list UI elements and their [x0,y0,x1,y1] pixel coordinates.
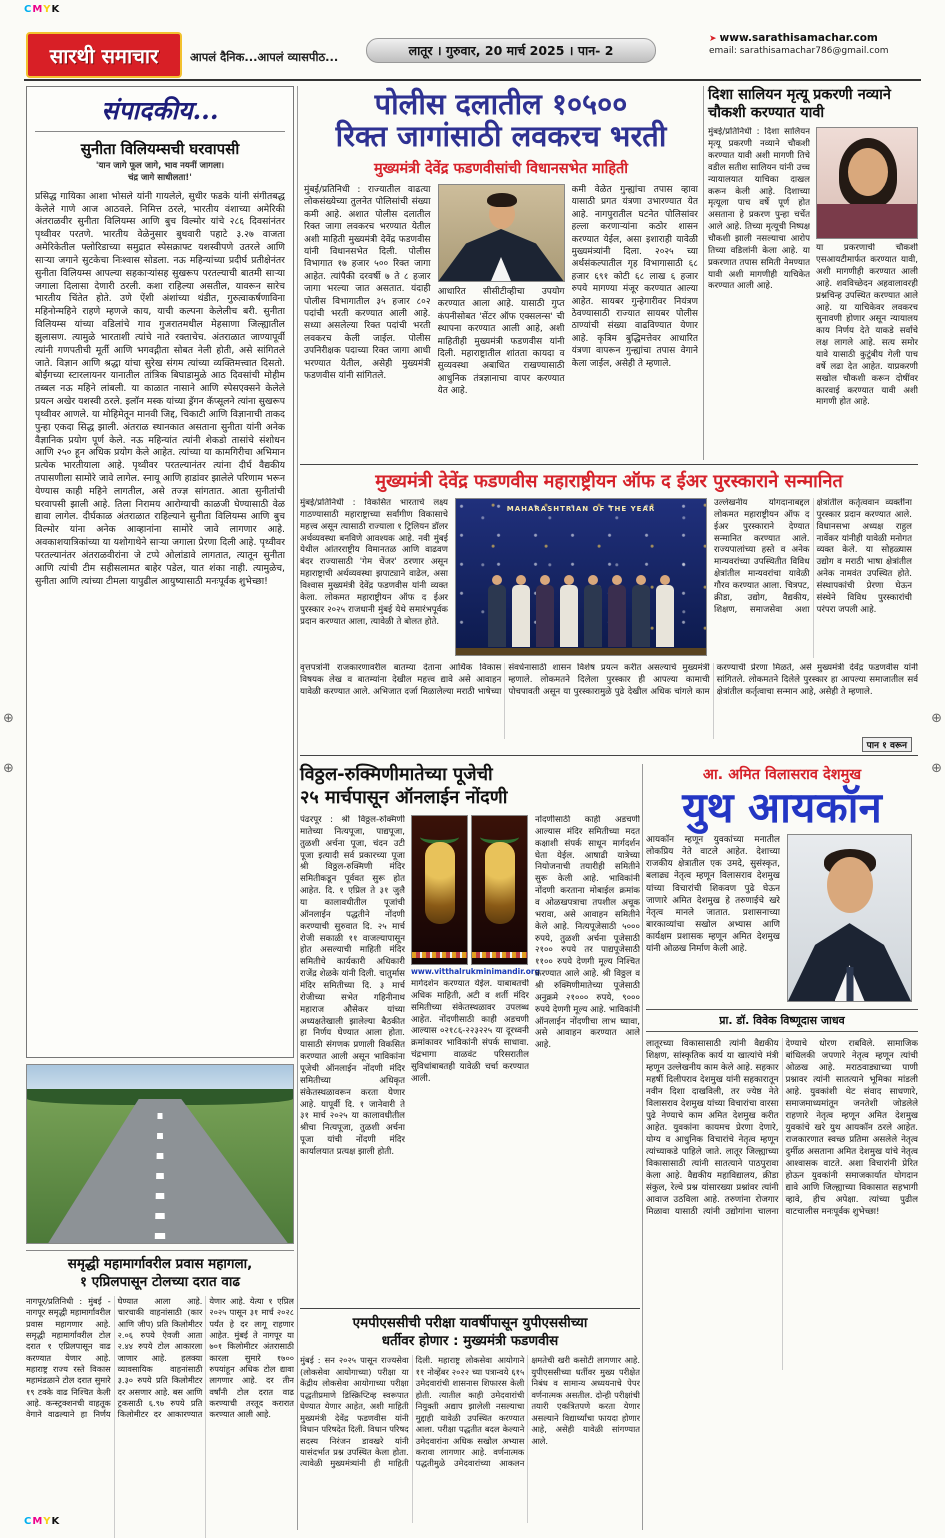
person-figure [656,585,674,647]
deity-photos [411,815,529,965]
photo-vitthal-idol [411,815,468,965]
award-backdrop-text: MAHARASHTRIAN OF THE YEAR [506,505,656,513]
hair [487,193,517,207]
cmyk-y: Y [43,1516,52,1527]
vitthal-body-col1: पंढरपूर : श्री विठ्ठल-रुक्मिणी मातेच्या नित्यपूजा, पाद्यपूजा, तुळशी अर्चना पूजा, चंदन उटी पूजा इत्यादी सर्व प्रकारच्या पूजा श्री विठ्ठल-रुक्मिणी मंदिर समितीकडून पूर्ववत सुरू होत आहेत. दि. १ एप्रिल ते ३१ जुलै या कालावधीतील पूजांची ऑनलाईन पद्धतीने नोंदणी करण्याची सुरुवात दि. २५ मार्च रोजी सकाळी ११ वाजल्यापासून होत असल्याची माहिती मंदिर समितीचे कार्यकारी अधिकारी राजेंद्र शेळके यांनी दिली. चातुर्मास मंदिर समितीच्या दि. ३ मार्च रोजीच्या सभेत गहिनीनाथ महाराज औसेकर यांच्या अध्यक्षतेखाली झालेल्या बैठकीत हा निर्णय घेण्यात आला होता. यासाठी संगणक प्रणाली विकसित करण्यात आली असून भाविकांना पूजेची ऑनलाईन नोंदणी मंदिर समितीच्या अधिकृत संकेतस्थळावरून करता येणार आहे. यापूर्वी दि. १ जानेवारी ते ३१ मार्च २०२५ या कालावधीतील श्रीचा नित्यपूजा, तुळशी अर्चना पूजा यांची नोंदणी मंदिर कार्यालयात प्रत्यक्ष झाली होती. [300,815,405,1158]
police-body [304,184,698,442]
person-figure [560,585,578,647]
headline-line1: समृद्धी महामार्गावरील प्रवास महागला, [67,1256,253,1272]
dress [817,204,917,238]
flower-decoration [472,952,527,958]
headline-line2: २५ मार्चपासून ऑनलाईन नोंदणी [300,786,508,808]
headline-line2: १ एप्रिलपासून टोलच्या दरात वाढ [79,1273,240,1290]
youth-intro-text: आयकॉन म्हणून युवकांच्या मनातील लोकप्रिय नेते वाटले आहेत. देशाच्या राजकीय क्षेत्रातील एक उमदे, सुसंस्कृत, बलाढ्य नेतृत्व म्हणून विलासराव देशमुख यांच्या विचारांची शिकवण पुढे घेऊन जाणारे अमित देशमुख हे तरुणाईचे खरे नेतृत्व मानले जातात. प्रशासनाच्या बारकाव्यांचा सखोल अभ्यास आणि कार्यक्षम प्रशासक म्हणून अमित देशमुख यांनी ओळख निर्माण केली आहे. [646,835,780,955]
disha-body-col2 [816,127,918,439]
police-subhead: मुख्यमंत्री देवेंद्र फडणवीसांची विधानसभेत माहिती [373,160,629,177]
editorial-headline: सुनीता विलियम्सची घरवापसी [80,140,240,158]
person-figure [584,585,602,647]
photo-rukmini-idol [471,815,528,965]
cmyk-k: K [51,4,61,15]
mpsc-headline [300,1314,640,1350]
cmyk-m: M [32,4,44,15]
idol [425,842,455,924]
vitthal-body-col3: नोंदणीसाठी काही अडचणी आल्यास मंदिर समितीच्या मदत कक्षाशी संपर्क साधून मार्गदर्शन घेता येईल. आषाढी यात्रेच्या नियोजनाची तयारीही समितीने सुरू केली आहे. भाविकांनी नोंदणी करताना मोबाईल क्रमांक व ओळखपत्राचा तपशील अचूक भरावा, असे आवाहन समितीने केले आहे. नित्यपूजेसाठी ५००० रुपये, तुळशी अर्चना पूजेसाठी २१०० रुपये तर पाद्यपूजेसाठी ११०० रुपये देणगी मूल्य निश्चित करण्यात आले आहे. श्री विठ्ठल व श्री रुक्मिणीमातेच्या पूजेसाठी अनुक्रमे २१००० रुपये, ९००० रुपये देणगी मूल्य आहे. भाविकांनी ऑनलाईन नोंदणीचा लाभ घ्यावा, असे आवाहन करण्यात आले आहे. [535,815,640,1051]
editorial-section-title: संपादकीय... [35,93,285,132]
page-header [24,30,921,78]
arrow-icon: ➤ [709,34,717,44]
police-body-col1: मुंबई/प्रतिनिधी : राज्यातील वाढत्या लोकसंख्येच्या तुलनेत पोलिसांची संख्या कमी आहे. अशात पोलीस दलातील रिक्त जागा लवकरच भरण्यात येतील अशी माहिती मुख्यमंत्री देवेंद्र फडणवीस यांनी विधानसभेत दिली. पोलीस विभागात १७ हजार ५०० रिक्त जागा आहेत. त्यांपैकी दरवर्षी ७ ते ८ हजार जागा भरल्या जात असतात. यंदाही पोलीस विभागातील ३५ हजार ८०२ पदांची भरती करण्यात आली आहे. सध्या असलेल्या रिक्त पदांची भरती लवकरच केली जाईल. पोलीस उपनिरीक्षक पदाच्या रिक्त जागा आधी भरण्यात येतील, असेही मुख्यमंत्री फडणवीस यांनी सांगितले. [304,184,431,382]
photo-caption-website[interactable]: www.vitthalrukminimandir.org [411,967,540,976]
youth-headline: युथ आयकॉन [682,783,882,832]
vitthal-body-col2 [411,815,540,1267]
headline-line1: विठ्ठल-रुक्मिणीमातेच्या पूजेची [300,764,493,785]
award-headline: मुख्यमंत्री देवेंद्र फडणवीस महाराष्ट्रीयन ऑफ द ईअर पुरस्काराने सन्मानित [375,471,843,492]
website-url[interactable]: www.sarathisamachar.com [719,32,878,44]
face [848,148,888,196]
disha-body [708,127,918,439]
stage [456,648,706,655]
column-divider [297,86,298,1530]
column-divider [642,764,643,1530]
headline-line2: धर्तीवर होणार : मुख्यमंत्री फडणवीस [381,1333,559,1350]
article-maharashtrian-award [300,464,918,756]
police-body-col2 [438,184,565,442]
registration-mark: ⊕ [931,711,942,726]
website-link[interactable] [709,32,921,44]
cmyk-y: Y [43,4,52,15]
youth-kicker: आ. अमित विलासराव देशमुख [702,767,862,783]
police-body-col3: कमी वेळेत गुन्ह्यांचा तपास व्हावा यासाठी प्रगत यंत्रणा उभारण्यात येत आहे. नागपुरातील घटनेत पोलिसांवर हल्ला करणाऱ्यांना कठोर शासन करण्यात येईल, असा इशाराही यावेळी मुख्यमंत्र्यांनी दिला. २०२५ च्या अर्थसंकल्पातील गृह विभागासाठी ६८ हजार ६९१ कोटी ६८ लाख ६ हजार रुपये मागण्या मंजूर करण्यात आल्या आहेत. सायबर गुन्हेगारीवर नियंत्रण ठेवण्यासाठी राज्यात सायबर पोलीस ठाण्यांची संख्या वाढविण्यात येणार आहे. कृत्रिम बुद्धिमत्तेवर आधारित यंत्रणा वापरून गुन्ह्यांचा तपास वेगाने केला जाईल, असेही ते म्हणाले. [571,184,698,369]
person-figure [632,585,650,647]
article-disha-salian [708,86,918,439]
dateline-bar: लातूर । गुरुवार, 20 मार्च 2025 । पान- 2 [366,38,656,63]
masthead-logo [26,32,182,78]
editorial-body: प्रसिद्ध गायिका आशा भोसले यांनी गायलेले, सुधीर फडके यांनी संगीतबद्ध केलेले गाणे आज आठवले. निमित्त ठरले, भारतीय वंशाच्या अमेरिकी अंतराळवीर सुनीता विलियम्स आणि बुच विल्मोर यांचे २८६ दिवसांनंतर पृथ्वीवर परतणे. भारतीय वेळेनुसार बुधवारी पहाटे ३.२७ वाजता अमेरिकेतील फ्लोरिडाच्या समुद्रात स्पेसक्राफ्ट यशस्वीपणे उतरले आणि साऱ्या जगाने सुटकेचा निःश्वास सोडला. नऊ महिन्यांच्या प्रदीर्घ प्रतीक्षेनंतर सुनीता विलियम्स आपल्या सहकाऱ्यांसह सुखरूप परतल्याची बातमी साऱ्या जगाला दिलासा देणारी ठरली. कशा राहिल्या असतील, यावरून सारेच भारतीय चिंतेत होते. उणे ऐंशी अंशांच्या थंडीत, गुरुत्वाकर्षणाविना महिनोन्महिने राहणे म्हणजे काय, याची कल्पना केलेलीच बरी. सुनीता विलियम्स यांच्या वडिलांचे गाव गुजरातमधील मेहसाणा जिल्ह्यातील झुलासण. त्यामुळे भारताशी त्यांचे नाते रक्ताचेच. अंतराळात जाण्यापूर्वी त्यांनी गणपतीची मूर्ती आणि भगवद्गीता सोबत नेली होती, असे सांगितले जाते. विज्ञान आणि श्रद्धा यांचा सुरेख संगम त्यांच्या व्यक्तिमत्त्वात दिसतो. बोईंगच्या स्टारलायनर यानातील तांत्रिक बिघाडामुळे आठ दिवसांची मोहीम तब्बल नऊ महिने लांबली. या काळात नासाने आणि स्पेसएक्सने केलेले प्रयत्न अखेर यशस्वी ठरले. इलॉन मस्क यांच्या ड्रॅगन कॅप्सूलने त्यांना सुखरूप पृथ्वीवर आणले. या मोहिमेतून मानवी जिद्द, चिकाटी आणि विज्ञानाची ताकद पुन्हा एकदा सिद्ध झाली. अंतराळ स्थानकात असताना सुनीता यांनी अनेक वैज्ञानिक प्रयोग पूर्ण केले. नऊ महिन्यांत त्यांनी शेकडो तासांचे संशोधन आणि २५० हून अधिक प्रयोग केले आहेत. त्यांच्या या कामगिरीचा अभिमान प्रत्येक भारतीयाला आहे. पृथ्वीवर परतल्यानंतर त्यांना दीर्घ वैद्यकीय तपासणीला सामोरे जावे लागेल. स्नायू आणि हाडांवर झालेले परिणाम भरून येण्यास काही महिने लागतील, असे तज्ज्ञ सांगतात. आता सुनीतांची घरवापसी झाली आहे. तिला निरामय आरोग्याची काळजी घेण्यासाठी वेळ द्यावा लागेल. दीर्घकाळ अंतराळात राहिल्याने सुनीता विलियम्स आणि बुच विल्मोर यांना अनेक आव्हानांना सामोरे जावे लागणार आहे. अवकाशयात्रिकांच्या या यशोगाथेने साऱ्या जगाला प्रेरणा दिली आहे. पृथ्वीवर परतल्यानंतर अंतराळवीरांना जे टप्पे ओलांडावे लागतात, त्यातून सुनीता आणि त्यांची टीम सहीसलामत बाहेर पडेल, यात शंका नाही. त्यामुळेच, सुनीता आणि त्यांच्या टीमला यापुढील आयुष्यासाठी मनःपूर्वक शुभेच्छा! [35,190,285,587]
article-samruddhi-toll [26,1250,294,1538]
photo-award-ceremony [455,498,707,656]
photo-disha-salian [816,127,918,239]
flower-decoration [412,952,467,958]
youth-byline: प्रा. डॉ. विवेक विष्णूदास जाधव [646,1009,918,1032]
article-police-recruitment [304,88,698,442]
police-headline [304,88,698,153]
photo-amit-deshmukh [787,834,912,1002]
headline-line1: पोलीस दलातील १०५०० [374,87,628,121]
headline-line1: एमपीएससीची परीक्षा यावर्षीपासून युपीएससीच्या [352,1315,588,1331]
cmyk-c: C [24,4,33,15]
tie [846,967,853,1001]
award-body-left: मुंबई/प्रतिनिधी : विकसित भारताचे लक्ष्य गाठण्यासाठी महाराष्ट्राच्या सर्वांगीण विकासाचे महत्त्व असून त्यासाठी राज्याला १ ट्रिलियन डॉलर अर्थव्यवस्था बनविणे आवश्यक आहे. नवी मुंबई येथील आंतरराष्ट्रीय विमानतळ आणि वाढवण बंदर राज्यासाठी 'गेम चेंजर' ठरणार असून महाराष्ट्राची अर्थव्यवस्था झपाट्याने वाढेल, असा विश्वास मुख्यमंत्री देवेंद्र फडणवीस यांनी व्यक्त केला. लोकमत महाराष्ट्रीयन ऑफ द ईअर पुरस्कार २०२५ राजधानी मुंबई येथे समारंभपूर्वक प्रदान करण्यात आला, त्यावेळी ते बोलत होते. [300,498,448,627]
mpsc-body: मुंबई : सन २०२५ पासून राज्यसेवा (लोकसेवा आयोगाच्या) परीक्षा या केंद्रीय लोकसेवा आयोगाच्या परीक्षा पद्धतीप्रमाणे डिस्क्रिप्टिव्ह स्वरूपात घेण्यात येणार आहेत, अशी माहिती मुख्यमंत्री देवेंद्र फडणवीस यांनी विधान परिषदेत दिली. विधान परिषद सदस्य निरंजन डावखरे यांनी यासंदर्भात प्रश्न उपस्थित केला होता. त्यावेळी मुख्यमंत्र्यांनी ही माहिती दिली. महाराष्ट्र लोकसेवा आयोगाने ११ नोव्हेंबर २०२२ च्या पत्रान्वये ६१५ उमेदवारांची शासनास शिफारस केली होती. त्यातील काही उमेदवारांची नियुक्ती अद्याप झालेली नसल्याचा मुद्दाही यावेळी उपस्थित करण्यात आला. परीक्षा पद्धतीत बदल केल्याने उमेदवारांना अधिक सखोल अभ्यास करावा लागणार आहे. वर्णनात्मक पद्धतीमुळे उमेदवारांच्या आकलन क्षमतेची खरी कसोटी लागणार आहे. युपीएससीच्या धर्तीवर मुख्य परीक्षेत निबंध व सामान्य अध्ययनाचे पेपर वर्णनात्मक असतील. दोन्ही परीक्षांची तयारी एकत्रितपणे करता येणार असल्याने विद्यार्थ्यांचा फायदा होणार आहे, असेही यावेळी सांगण्यात आले. [300,1355,640,1469]
article-vitthal-online-puja [300,764,640,1267]
contact-box [709,32,921,56]
award-body-bottom: वृत्तपत्रांनी राजकारणावरील बातम्या देताना आर्थिक विकास विषयक लेख व बातम्यांना देखील महत्त्व द्यावे असे आवाहन यावेळी करण्यात आले. अभिजात दर्जा मिळालेल्या मराठी भाषेच्या संवर्धनासाठी शासन विशेष प्रयत्न करीत असल्याचे मुख्यमंत्री म्हणाले. लोकमतने दिलेला पुरस्कार ही आपल्या कामाची पोचपावती असून या पुरस्कारामुळे पुढे देखील अधिक चांगले काम करण्याची प्रेरणा मिळते, असे मुख्यमंत्री देवेंद्र फडणवीस यांनी सांगितले. लोकमतने दिलेले पुरस्कार हा आपल्या समाजातील सर्व क्षेत्रांतील कर्तृत्वाचा सन्मान आहे, असेही ते म्हणाले. [300,663,918,697]
article-youth-icon [646,764,918,1370]
article-mpsc-exam [300,1308,640,1523]
samruddhi-body: नागपूर/प्रतिनिधी : मुंबई - नागपूर समृद्धी महामार्गावरील प्रवास महागणार आहे. समृद्धी महामार्गावरील टोल दरात १ एप्रिलपासून वाढ करण्यात येणार आहे. महाराष्ट्र राज्य रस्ते विकास महामंडळाने टोल दरात सुमारे १९ टक्के वाढ निश्चित केली आहे. कन्स्ट्रक्शनची वाहतूक वेगाने वाढल्याने हा निर्णय घेण्यात आला आहे. चारचाकी वाहनांसाठी (कार आणि जीप) प्रति किलोमीटर २.०६ रुपये ऐवजी आता २.४४ रुपये टोल आकारला जाणार आहे. हलक्या व्यावसायिक वाहनांसाठी ३.३० रुपये प्रति किलोमीटर दर असणार आहे. बस आणि ट्रकसाठी ६.९७ रुपये प्रति किलोमीटर दर आकारण्यात येणार आहे. येत्या १ एप्रिल २०२५ पासून ३१ मार्च २०२८ पर्यंत हे दर लागू राहणार आहेत. मुंबई ते नागपूर या ७०१ किलोमीटर अंतरासाठी कारला सुमारे १७०० रुपयांहून अधिक टोल द्यावा लागणार आहे. दर तीन वर्षांनी टोल दरात वाढ करण्याची तरतूद करारात करण्यात आली आहे. [26,1296,294,1420]
face [827,857,873,913]
masthead-tagline: आपलं दैनिक...आपलं व्यासपीठ... [190,50,339,64]
disha-body-col1: मुंबई/प्रतिनिधी : दिशा सालियन मृत्यू प्रकरणी नव्याने चौकशी करण्यात यावी अशी मागणी तिचे वडील सतीश सालियन यांनी उच्च न्यायालयात याचिका दाखल करून केली आहे. दिशाच्या मृत्यूला पाच वर्षे पूर्ण होत असताना हे प्रकरण पुन्हा चर्चेत आले आहे. तिच्या मृत्यूची निष्पक्ष चौकशी झाली नसल्याचा आरोप तिच्या वडिलांनी केला आहे. या प्रकरणात तपास समिती नेमण्यात यावी अशी मागणीही याचिकेत करण्यात आली आहे. [708,127,810,292]
continued-from-page1-note: पान १ वरून [862,737,912,752]
cmyk-k: K [51,1516,61,1527]
youth-body: लातूरच्या विकासासाठी त्यांनी वैद्यकीय शिक्षण, सांस्कृतिक कार्य या खात्यांचे मंत्री म्हणून उल्लेखनीय काम केले आहे. सहकार महर्षी दिलीपराव देशमुख यांनी सहकारातून नवीन दिशा दाखविली, तर ज्येष्ठ नेते विलासराव देशमुख यांच्या विचारांचा वारसा पुढे नेण्याचे काम अमित देशमुख करीत आहेत. युवकांना कायमच प्रेरणा देणारे, योग्य व आधुनिक विचारांचे नेतृत्व म्हणून त्यांच्याकडे पाहिले जाते. लातूर जिल्ह्याच्या विकासासाठी त्यांनी सातत्याने पाठपुरावा केला आहे. वैद्यकीय महाविद्यालय, क्रीडा संकुल, रेल्वे प्रश्न यांसारख्या प्रश्नांवर त्यांनी आवाज उठविला आहे. तरुणांना रोजगार मिळावा यासाठी त्यांनी उद्योगांना चालना देण्याचे धोरण राबविले. सामाजिक बांधिलकी जपणारे नेतृत्व म्हणून त्यांची ओळख आहे. मराठवाड्याच्या पाणी प्रश्नावर त्यांनी सातत्याने भूमिका मांडली आहे. युवकांशी थेट संवाद साधणारे, समाजमाध्यमांतून जनतेशी जोडलेले राहणारे नेतृत्व म्हणून अमित देशमुख युवकांचे खरे युथ आयकॉन ठरले आहेत. राजकारणात स्वच्छ प्रतिमा असलेले नेतृत्व दुर्मीळ असताना अमित देशमुख यांचे नेतृत्व आश्वासक वाटते. अशा विचारांनी प्रेरित होऊन युवकांनी समाजकार्यात योगदान द्यावे आणि जिल्ह्याच्या विकासात सहभागी व्हावे, हीच अपेक्षा. त्यांच्या पुढील वाटचालीस मनःपूर्वक शुभेच्छा! [646,1039,918,1218]
photo-cm-fadnavis [438,184,565,282]
editorial-verse-line1: 'यान जागे फूल जागे, भाव नयनीं जागला। [95,161,225,171]
cmyk-c: C [24,1516,33,1527]
vitthal-headline [300,764,640,809]
cmyk-mark-top [24,4,60,15]
youth-intro-row [646,834,918,1002]
disha-body-col2-text: या प्रकरणाची चौकशी एसआयटीमार्फत करण्यात यावी, अशी मागणीही करण्यात आली आहे. शवविच्छेदन अहवालावरही प्रश्नचिन्ह उपस्थित करण्यात आले आहे. या याचिकेवर लवकरच सुनावणी होणार असून न्यायालय काय निर्णय देते याकडे सर्वांचे लक्ष लागले आहे. सत्य समोर यावे यासाठी कुटुंबीय गेली पाच वर्षे लढा देत आहेत. याप्रकरणी सखोल चौकशी करून दोषींवर कारवाई करण्यात यावी अशी मागणी होत आहे. [816,243,918,408]
vitthal-body [300,815,640,1267]
dignitaries [456,585,706,647]
highway-road [27,1099,293,1243]
article-editorial [26,86,294,1058]
award-content-row [300,498,918,658]
header-divider [24,79,921,81]
newspaper-title: सारथी समाचार [49,43,159,68]
award-body-right: उल्लेखनीय योगदानाबद्दल लोकमत महाराष्ट्रीयन ऑफ द ईअर पुरस्काराने देण्यात सन्मानित करण्यात आले. राज्यपालांच्या हस्ते व अनेक मान्यवरांच्या उपस्थितीत विविध क्षेत्रांतील मान्यवरांचा यावेळी गौरव करण्यात आला. चित्रपट, क्रीडा, उद्योग, वैद्यकीय, शिक्षण, समाजसेवा अशा क्षेत्रांतील कर्तृत्ववान व्यक्तींना पुरस्कार प्रदान करण्यात आले. विधानसभा अध्यक्ष राहुल नार्वेकर यांनीही यावेळी मनोगत व्यक्त केले. या सोहळ्यास उद्योग व मराठी भाषा क्षेत्रांतील अनेक नामवंत उपस्थित होते. संस्थापकांची प्रेरणा घेऊन संस्थेने विविध पुरस्कारांची परंपरा जपली आहे. [714,498,912,615]
headline-line2: रिक्त जागांसाठी लवकरच भरती [335,119,667,154]
samruddhi-headline [26,1256,294,1291]
police-body-col2-text: आधारित सीसीटीव्हीचा उपयोग करण्यात आला आहे. यासाठी गुप्त कंपनीसोबत 'सेंटर ऑफ एक्सलन्स' ची स्थापना करण्यात आली आहे, अशी माहितीही मुख्यमंत्री फडणवीस यांनी दिली. महाराष्ट्रातील शांतता कायदा व सुव्यवस्था अबाधित राखण्यासाठी आधुनिक तंत्रज्ञानाचा वापर करण्यात येत आहे. [437,286,565,397]
column-divider [703,86,704,460]
editorial-verse-line2: चंद्र जागे साधीलता!' [128,172,192,183]
vitthal-body-col2-text: मार्गदर्शन करण्यात येईल. याबाबतची अधिक माहिती, अटी व शर्ती मंदिर समितीच्या संकेतस्थळावर उपलब्ध आहेत. नोंदणीसाठी काही अडचणी आल्यास ०२१८६-२२३२२५ या दूरध्वनी क्रमांकावर भाविकांनी संपर्क साधावा. चंद्रभागा वाळवंट परिसरातील सुविधांबाबतही यावेळी चर्चा करण्यात आली. [411,979,529,1084]
registration-mark: ⊕ [3,761,14,776]
person-figure [488,585,506,647]
registration-mark: ⊕ [931,761,942,776]
email-link[interactable]: email: sarathisamachar786@gmail.com [709,46,889,56]
person-figure [536,585,554,647]
person-figure [608,585,626,647]
registration-mark: ⊕ [3,711,14,726]
idol [485,842,515,924]
person-figure [512,585,530,647]
disha-headline: दिशा सालियन मृत्यू प्रकरणी नव्याने चौकशी करण्यात यावी [708,87,891,122]
photo-samruddhi-expressway [26,1064,294,1244]
cmyk-m: M [32,1516,44,1527]
